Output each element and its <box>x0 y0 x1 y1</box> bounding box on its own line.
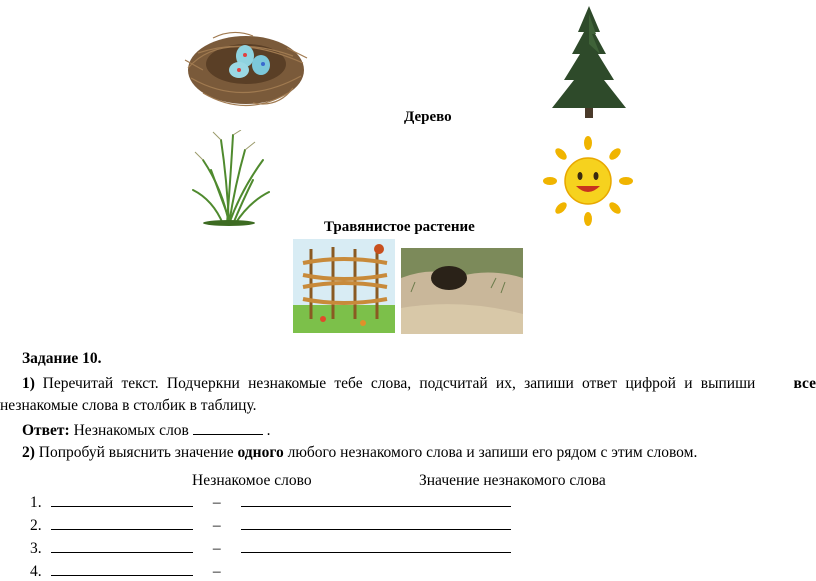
word-meaning-field[interactable] <box>241 494 511 507</box>
p2-number: 2) <box>22 444 35 461</box>
unknown-word-field[interactable] <box>51 494 193 507</box>
p1-number: 1) <box>22 375 35 392</box>
table-row <box>30 494 511 512</box>
row-dash: – <box>212 494 221 511</box>
word-meaning-field[interactable] <box>241 540 511 553</box>
table-row <box>30 517 511 535</box>
animal-burrow-icon <box>401 248 523 334</box>
spruce-tree-icon <box>548 4 630 120</box>
burrow-image <box>401 248 523 334</box>
row-dash: – <box>212 540 221 557</box>
wicker-fence-icon <box>293 239 395 333</box>
grass-tuft-icon <box>183 130 275 226</box>
row-number: 1. <box>30 494 42 511</box>
column-header-meaning: Значение незнакомого слова <box>419 472 606 489</box>
task-paragraph-1 <box>22 375 816 393</box>
answer-count-field[interactable] <box>193 422 263 435</box>
grass-image <box>183 130 275 226</box>
nest-image <box>183 8 309 116</box>
sun-image <box>543 136 633 226</box>
p2-bold-word: одного <box>237 444 284 461</box>
p1-text: Перечитай текст. Подчеркни незнакомые тебе слова, подсчитай их, запиши ответ цифрой и выпиши <box>42 375 756 392</box>
row-dash: – <box>212 517 221 534</box>
p1-bold-word: все <box>793 375 816 392</box>
bird-nest-icon <box>183 8 309 116</box>
answer-text: Незнакомых слов <box>73 422 189 439</box>
smiling-sun-icon <box>543 136 633 226</box>
table-row <box>30 563 237 581</box>
table-row <box>30 540 511 558</box>
p1-continuation: незнакомые слова в столбик в таблицу. <box>0 397 257 414</box>
p2-text-a: Попробуй выяснить значение <box>38 444 234 461</box>
wicker-fence-image <box>293 239 395 333</box>
word-meaning-field[interactable] <box>241 517 511 530</box>
row-number: 3. <box>30 540 42 557</box>
row-dash: – <box>212 563 221 580</box>
unknown-word-field[interactable] <box>51 517 193 530</box>
answer-label: Ответ: <box>22 422 70 439</box>
spruce-tree-image <box>548 4 630 120</box>
answer-line <box>22 422 271 440</box>
tree-caption: Дерево <box>404 109 452 125</box>
answer-end: . <box>266 422 271 439</box>
unknown-word-field[interactable] <box>51 563 193 576</box>
unknown-word-field[interactable] <box>51 540 193 553</box>
p2-text-b: любого незнакомого слова и запиши его рядом с этим словом. <box>287 444 698 461</box>
task-title: Задание 10. <box>22 350 102 367</box>
grass-caption: Травянистое растение <box>324 219 475 235</box>
row-number: 2. <box>30 517 42 534</box>
column-header-word: Незнакомое слово <box>192 472 312 489</box>
task-paragraph-2 <box>22 444 697 462</box>
row-number: 4. <box>30 563 42 580</box>
